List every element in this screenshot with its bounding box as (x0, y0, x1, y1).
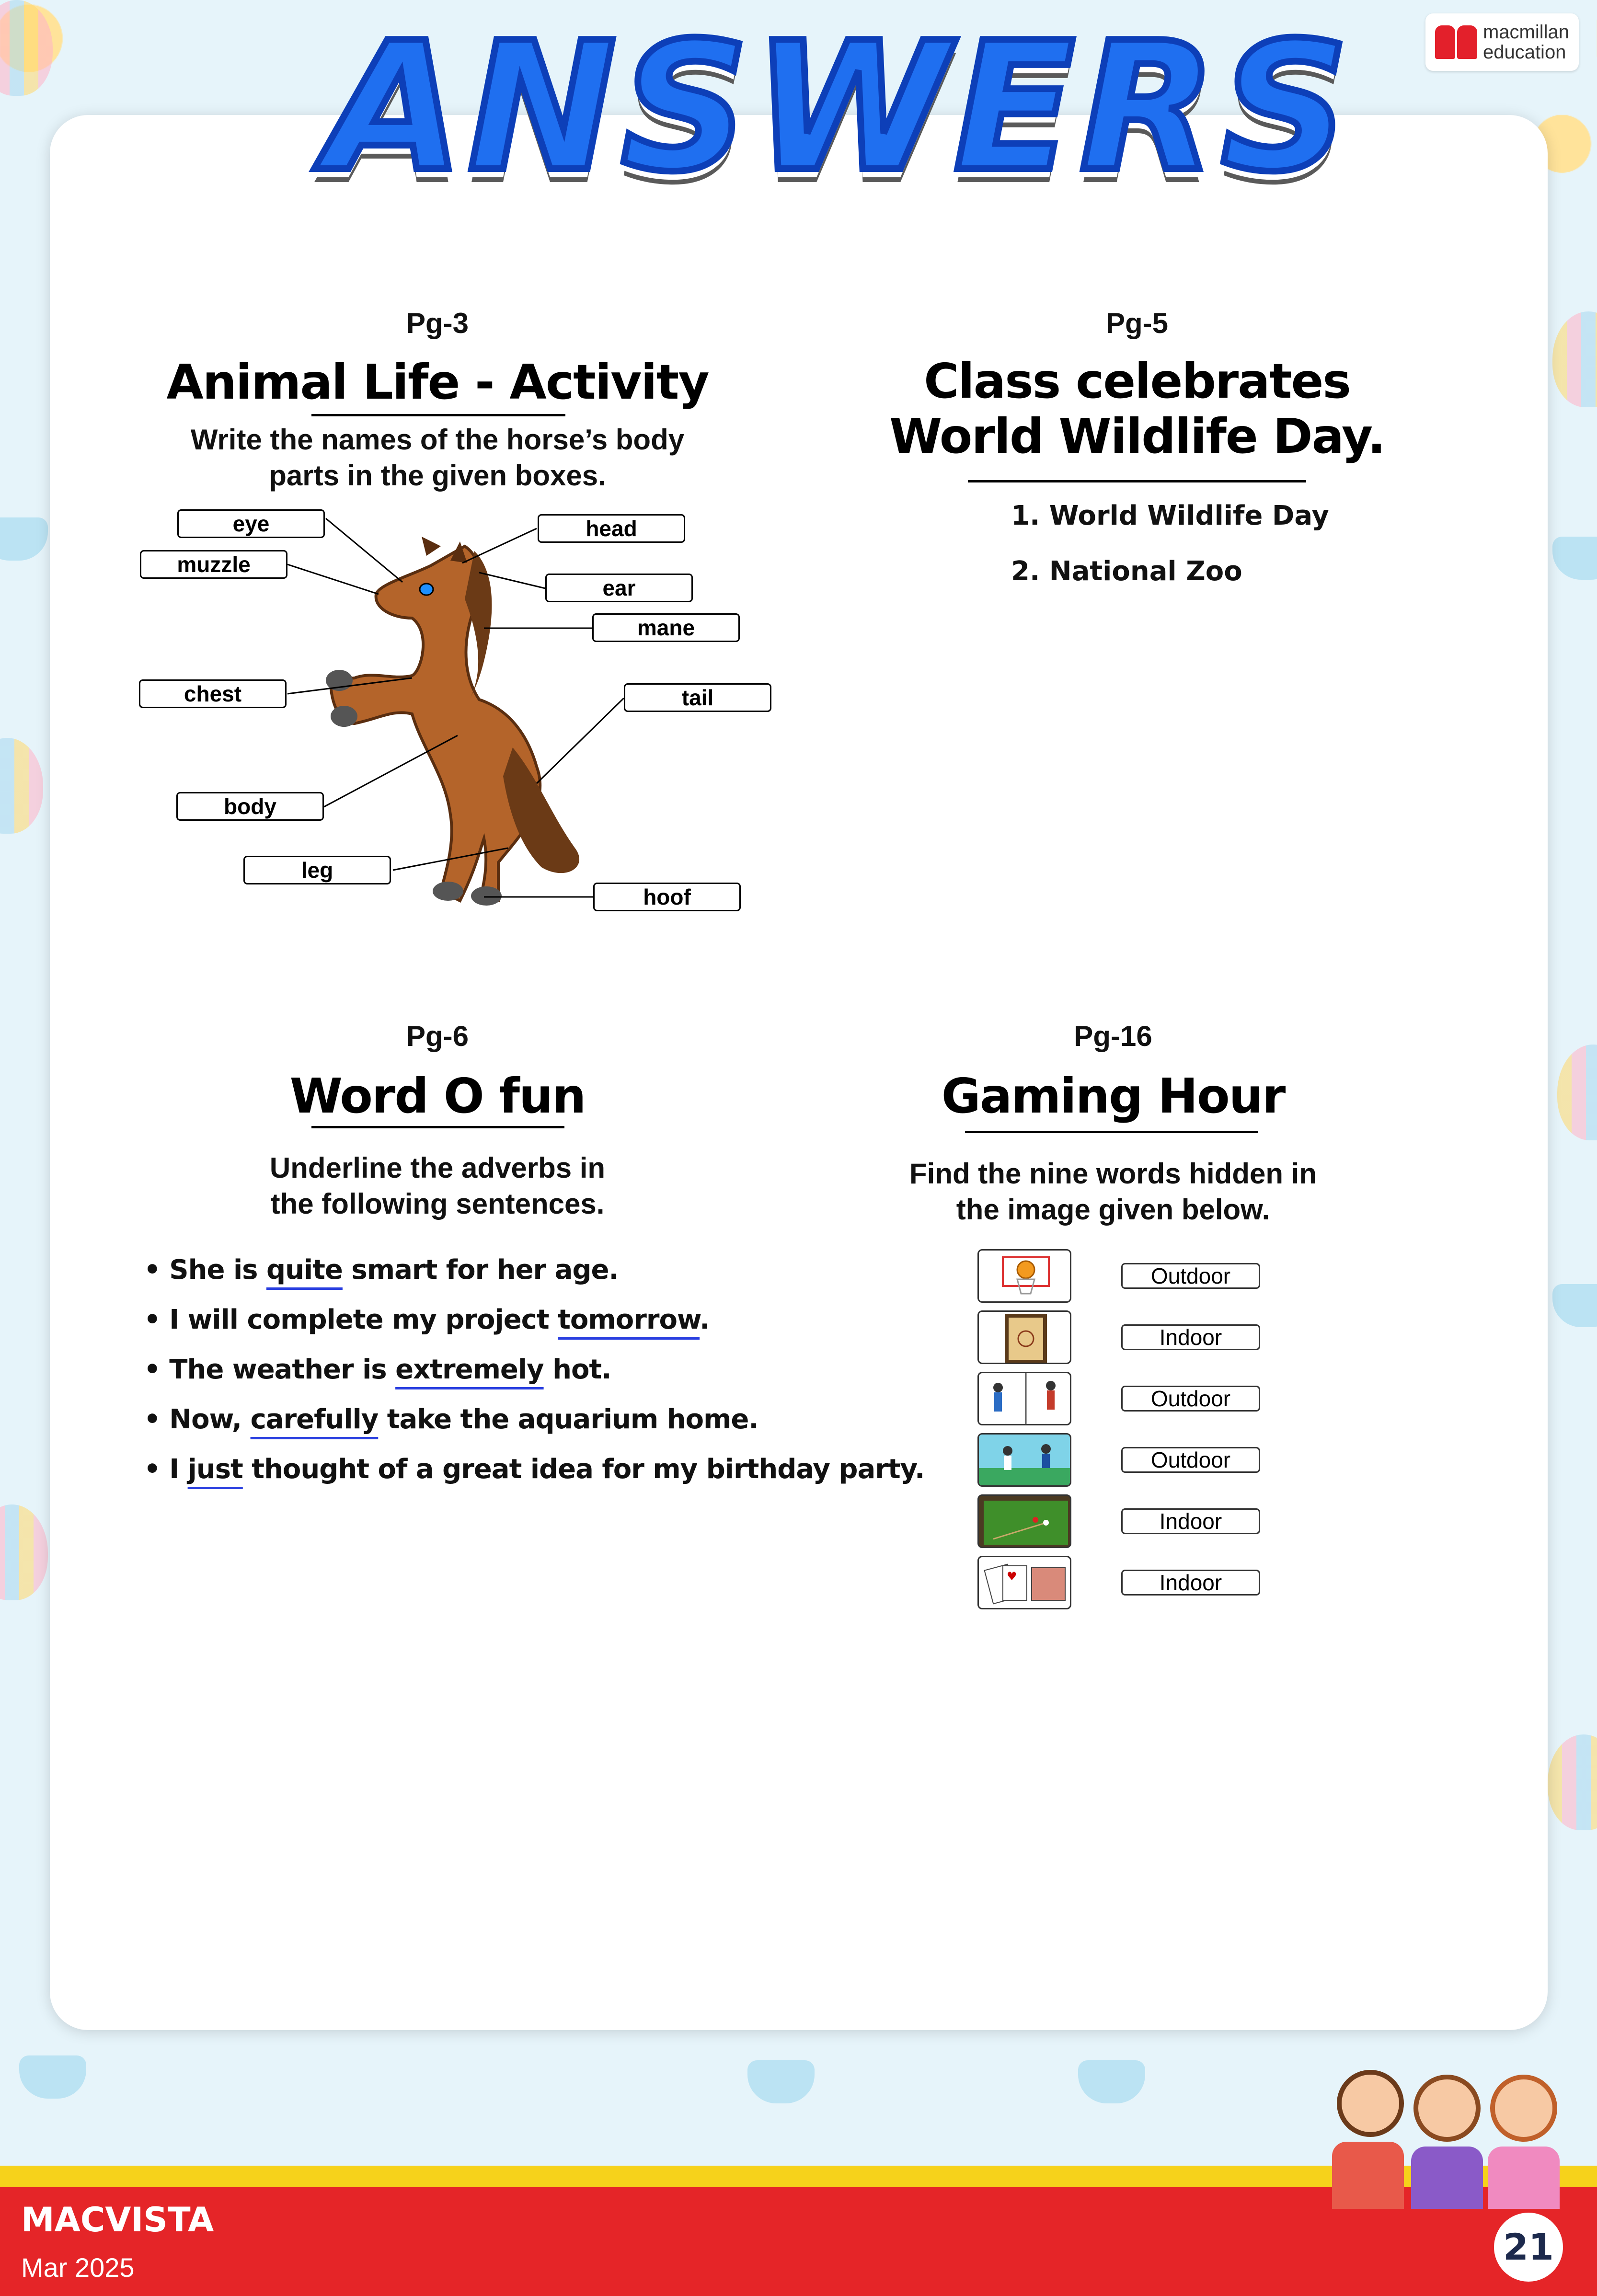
playing-cards-icon (977, 1556, 1071, 1609)
adverb-underlined: tomorrow (558, 1304, 700, 1335)
answer-item: 1. World Wildlife Day (1011, 500, 1329, 531)
instruction-line: Write the names of the horse’s body (190, 424, 685, 456)
horse-label-eye: eye (177, 509, 325, 538)
horse-label-ear: ear (545, 574, 693, 602)
section-heading: Gaming Hour (941, 1068, 1285, 1124)
section-heading: Word O fun (289, 1068, 586, 1124)
logo-text-line2: education (1482, 42, 1566, 63)
answer-box: Indoor (1121, 1508, 1260, 1534)
volleyball-players-icon (977, 1372, 1071, 1425)
instruction-text (150, 1150, 725, 1222)
carrom-board-icon (977, 1310, 1071, 1364)
page-reference: Pg-3 (406, 307, 469, 339)
sentence-item: • Now, carefully take the aquarium home. (144, 1404, 758, 1435)
adverb-underlined: extremely (395, 1354, 544, 1385)
heading-underline (965, 1131, 1258, 1133)
answer-box: Indoor (1121, 1324, 1260, 1350)
horse-label-hoof: hoof (593, 883, 741, 911)
page-reference: Pg-16 (1074, 1020, 1152, 1052)
adverb-underlined: just (187, 1454, 243, 1485)
heading-line: World Wildlife Day. (889, 408, 1385, 464)
page-reference: Pg-5 (1105, 307, 1169, 339)
instruction-line: the following sentences. (270, 1188, 605, 1220)
answer-box: Indoor (1121, 1570, 1260, 1596)
instruction-line: Underline the adverbs in (269, 1152, 606, 1184)
horse-illustration (326, 537, 579, 906)
answer-item: 2. National Zoo (1011, 556, 1242, 587)
basketball-hoop-icon (977, 1249, 1071, 1303)
page-reference: Pg-6 (406, 1020, 469, 1052)
instruction-line: Find the nine words hidden in (909, 1158, 1317, 1190)
page-number: 21 (1494, 2213, 1563, 2282)
heading-underline (311, 1126, 564, 1128)
svg-text:♥: ♥ (1007, 1570, 1017, 1583)
sentence-item: • She is quite smart for her age. (144, 1254, 619, 1286)
horse-label-mane: mane (592, 613, 740, 642)
sentence-item: • The weather is extremely hot. (144, 1354, 611, 1385)
sentence-item: • I will complete my project tomorrow. (144, 1304, 710, 1335)
horse-label-tail: tail (624, 683, 771, 712)
horse-label-leg: leg (243, 856, 391, 884)
horse-label-chest: chest (139, 679, 287, 708)
badminton-players-icon (977, 1433, 1071, 1487)
instruction-text (826, 1156, 1401, 1228)
horse-label-muzzle: muzzle (140, 550, 287, 579)
section-heading: Animal Life - Activity (166, 354, 709, 410)
adverb-underlined: quite (266, 1254, 343, 1286)
sentence-item: • I just thought of a great idea for my birthday party. (144, 1454, 925, 1485)
answer-box: Outdoor (1121, 1263, 1260, 1289)
heading-line: Class celebrates (924, 353, 1350, 409)
issue-date: Mar 2025 (21, 2252, 135, 2283)
heading-underline (968, 480, 1306, 482)
section-heading (850, 354, 1425, 464)
magazine-brand: MACVISTA (21, 2200, 214, 2239)
instruction-line: the image given below. (956, 1194, 1270, 1226)
answer-box: Outdoor (1121, 1447, 1260, 1473)
logo-text-line1: macmillan (1482, 22, 1569, 43)
horse-label-head: head (538, 514, 685, 543)
answer-box: Outdoor (1121, 1386, 1260, 1412)
adverb-underlined: carefully (250, 1404, 379, 1435)
horse-label-body: body (176, 792, 324, 821)
page-title: ANSWERS (326, 5, 1354, 211)
snooker-table-icon (977, 1494, 1071, 1548)
instruction-line: parts in the given boxes. (269, 459, 606, 492)
